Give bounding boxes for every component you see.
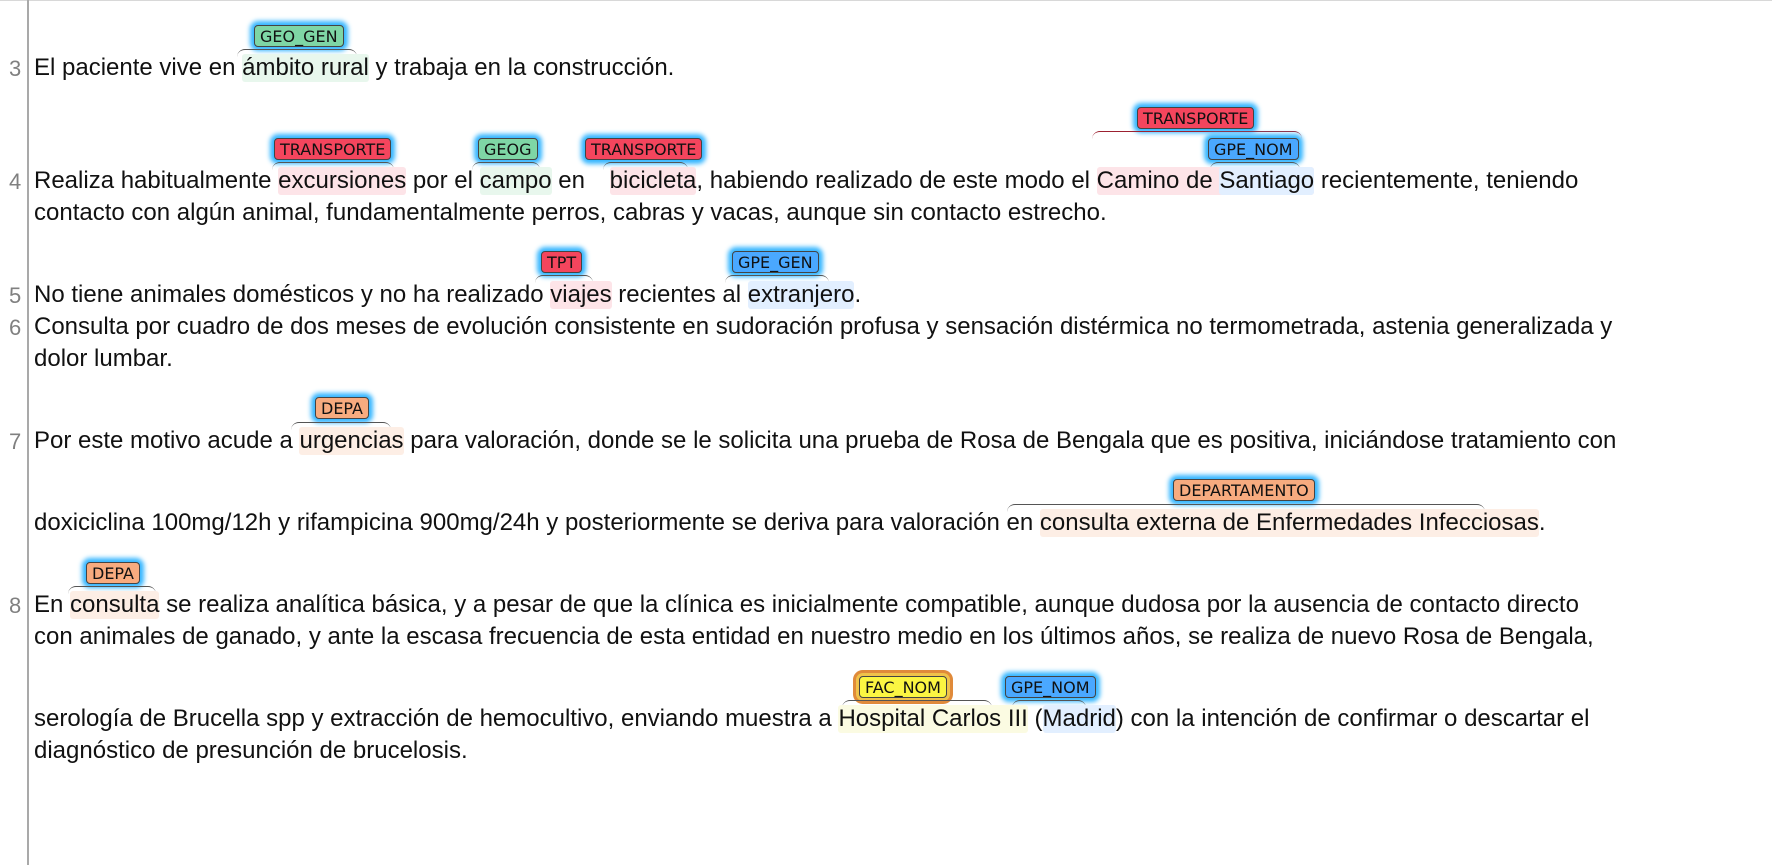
entity-tag-depa[interactable]: DEPA bbox=[315, 397, 369, 419]
entity-tag-transporte[interactable]: TRANSPORTE bbox=[585, 138, 702, 160]
entity-tag-gpe-nom[interactable]: GPE_NOM bbox=[1208, 138, 1299, 160]
top-border bbox=[0, 0, 1772, 1]
text-span: ( bbox=[1027, 705, 1043, 732]
gutter-divider bbox=[27, 0, 29, 865]
entity-tag-gpe-nom[interactable]: GPE_NOM bbox=[1005, 676, 1096, 698]
text-span: Por este motivo acude a bbox=[34, 427, 300, 454]
sentence-8-line-3 bbox=[34, 705, 1589, 733]
text-span: se realiza analítica básica, y a pesar de que la clínica es inicialmente compatible, aunque dudosa por la ausencia de contacto directo bbox=[159, 591, 1579, 618]
line-number: 6 bbox=[9, 315, 22, 340]
text-span: Realiza habitualmente bbox=[34, 167, 279, 194]
entity-tag-transporte[interactable]: TRANSPORTE bbox=[1137, 107, 1254, 129]
entity-consulta-externa[interactable]: consulta externa de Enfermedades Infecciosas bbox=[1039, 509, 1539, 536]
sentence-8-line-4: diagnóstico de presunción de brucelosis. bbox=[34, 737, 468, 764]
text-span: No tiene animales domésticos y no ha realizado bbox=[34, 281, 551, 308]
entity-tag-geo-gen[interactable]: GEO_GEN bbox=[254, 25, 344, 47]
entity-madrid[interactable]: Madrid bbox=[1042, 705, 1116, 732]
entity-extranjero[interactable]: extranjero bbox=[747, 281, 855, 308]
text-span: serología de Brucella spp y extracción de hemocultivo, enviando muestra a bbox=[34, 705, 839, 732]
text-span: ) con la intención de confirmar o descartar el bbox=[1115, 705, 1590, 732]
sentence-6-line-2: dolor lumbar. bbox=[34, 345, 173, 372]
entity-tag-transporte[interactable]: TRANSPORTE bbox=[274, 138, 391, 160]
line-number: 3 bbox=[9, 56, 22, 81]
line-number: 8 bbox=[9, 593, 22, 618]
text-span: recientes al bbox=[611, 281, 748, 308]
line-number: 4 bbox=[9, 169, 22, 194]
entity-consulta[interactable]: consulta bbox=[70, 591, 160, 618]
text-span: . bbox=[1538, 509, 1546, 536]
text-span: El paciente vive en bbox=[34, 54, 243, 81]
entity-bicicleta[interactable]: bicicleta bbox=[609, 167, 697, 194]
sentence-3 bbox=[34, 54, 674, 82]
line-number: 5 bbox=[9, 283, 22, 308]
text-span: Camino de bbox=[1096, 167, 1220, 194]
text-span: . bbox=[854, 281, 862, 308]
sentence-7-line-2 bbox=[34, 509, 1546, 537]
entity-tag-departamento[interactable]: DEPARTAMENTO bbox=[1173, 479, 1315, 501]
line-number: 7 bbox=[9, 429, 22, 454]
entity-excursiones[interactable]: excursiones bbox=[278, 167, 407, 194]
entity-camino-de-santiago[interactable] bbox=[1097, 167, 1314, 195]
sentence-7 bbox=[34, 427, 1616, 455]
entity-ambito-rural[interactable]: ámbito rural bbox=[242, 54, 369, 81]
sentence-4-line-2: contacto con algún animal, fundamentalmente perros, cabras y vacas, aunque sin contacto estrecho. bbox=[34, 199, 1107, 226]
entity-santiago[interactable]: Santiago bbox=[1219, 167, 1315, 194]
entity-campo[interactable]: campo bbox=[479, 167, 552, 194]
entity-tag-depa[interactable]: DEPA bbox=[86, 562, 140, 584]
entity-tag-geog[interactable]: GEOG bbox=[478, 138, 538, 160]
entity-tag-fac-nom[interactable]: FAC_NOM bbox=[859, 676, 947, 698]
entity-hospital-carlos-iii[interactable]: Hospital Carlos III bbox=[838, 705, 1028, 732]
sentence-8-line-2: con animales de ganado, y ante la escasa frecuencia de esta entidad en nuestro medio en los últimos años, se realiza de nuevo Rosa de Bengala, bbox=[34, 623, 1594, 650]
text-span: para valoración, donde se le solicita una prueba de Rosa de Bengala que es positiva, iniciándose tratamiento con bbox=[403, 427, 1617, 454]
text-span: doxiciclina 100mg/12h y rifampicina 900mg/24h y posteriormente se deriva para valoración en bbox=[34, 509, 1040, 536]
text-span: por el bbox=[406, 167, 480, 194]
sentence-6: Consulta por cuadro de dos meses de evolución consistente en sudoración profusa y sensación distérmica no termometrada, astenia generalizada y bbox=[34, 313, 1613, 340]
text-span: , habiendo realizado de este modo el bbox=[696, 167, 1097, 194]
text-span: y trabaja en la construcción. bbox=[368, 54, 675, 81]
text-span: en bbox=[551, 167, 592, 194]
text-span: recientemente, teniendo bbox=[1314, 167, 1579, 194]
entity-viajes[interactable]: viajes bbox=[550, 281, 612, 308]
entity-tag-gpe-gen[interactable]: GPE_GEN bbox=[732, 251, 819, 273]
text-span: En bbox=[34, 591, 71, 618]
entity-tag-tpt[interactable]: TPT bbox=[541, 251, 582, 273]
sentence-4 bbox=[34, 167, 1578, 195]
sentence-5 bbox=[34, 281, 861, 309]
entity-urgencias[interactable]: urgencias bbox=[299, 427, 404, 454]
sentence-8 bbox=[34, 591, 1579, 619]
